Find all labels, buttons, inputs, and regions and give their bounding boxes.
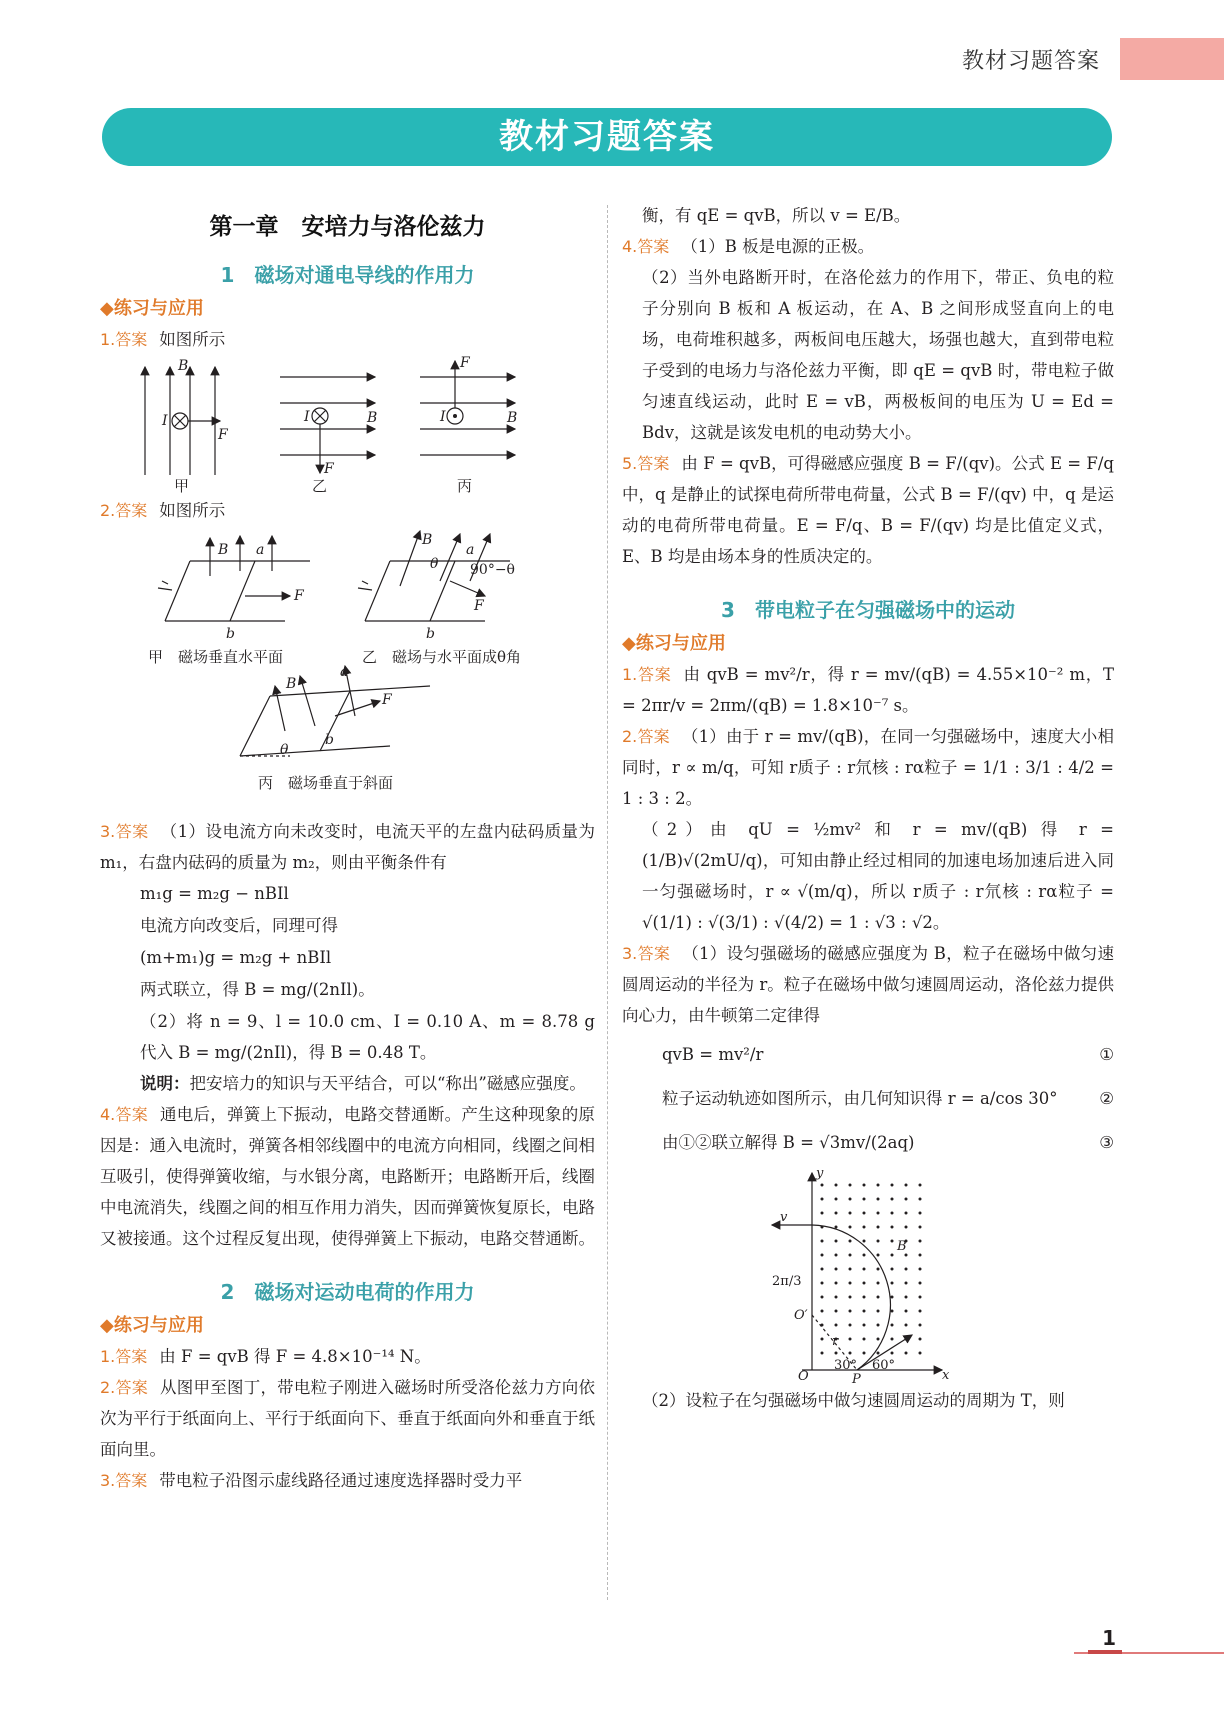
label-B: B [178, 358, 189, 374]
label-P: P [852, 1372, 861, 1385]
s2-q3: 3.答案 带电粒子沿图示虚线路径通过速度选择器时受力平 [100, 1471, 523, 1490]
field-dot [863, 1296, 866, 1299]
field-dot [891, 1324, 894, 1327]
page-footer-mark [1088, 1650, 1122, 1654]
s2-q4: 4.答案 （1）B 板是电源的正极。 [622, 237, 875, 256]
chapter-title: 第一章 安培力与洛伦兹力 [209, 214, 486, 240]
label-F: F [382, 692, 392, 708]
field-dot [877, 1282, 880, 1285]
field-dot [835, 1268, 838, 1271]
field-dot [863, 1240, 866, 1243]
field-dot [919, 1184, 922, 1187]
answer-label: 3.答案 [100, 822, 149, 841]
field-dot [821, 1226, 824, 1229]
field-dot [821, 1282, 824, 1285]
field-dot [919, 1352, 922, 1355]
caption-q2-bing: 丙 磁场垂直于斜面 [258, 774, 394, 792]
field-dot [835, 1212, 838, 1215]
label-B: B [218, 542, 229, 558]
figure-q2 [100, 526, 595, 816]
field-dot [877, 1254, 880, 1257]
caption-jia: 甲 [174, 477, 190, 495]
field-dot [891, 1240, 894, 1243]
field-dot [821, 1184, 824, 1187]
axis-y: y [816, 1166, 824, 1181]
label-a: a [256, 542, 265, 558]
label-B: B [507, 410, 518, 426]
page-number: 1 [1102, 1626, 1116, 1650]
field-dot [891, 1310, 894, 1313]
field-dot [821, 1254, 824, 1257]
field-dot [905, 1352, 908, 1355]
label-B: B [422, 532, 433, 548]
label-B: B [897, 1239, 907, 1254]
s2-q2: 2.答案 从图甲至图丁，带电粒子刚进入磁场时所受洛伦兹力方向依次为平行于纸面向上、平行于纸面向下、垂直于纸面向外和垂直于纸面向里。 [100, 1378, 595, 1459]
axis-x: x [942, 1368, 950, 1383]
field-dot [821, 1338, 824, 1341]
left-column [100, 200, 595, 1496]
answer-label: 2.答案 [100, 501, 148, 520]
field-dot [891, 1282, 894, 1285]
field-dot [835, 1184, 838, 1187]
field-dot [821, 1240, 824, 1243]
answer-label: 1.答案 [622, 665, 672, 684]
column-divider [607, 205, 608, 1600]
s3-q1: 1.答案 由 qvB = mv²/r，得 r = mv/(qB) = 4.55×10⁻² m，T = 2πr/v = 2πm/(qB) = 1.8×10⁻⁷ s。 [622, 665, 1114, 715]
field-dot [849, 1212, 852, 1215]
field-dot [849, 1352, 852, 1355]
field-dot [863, 1226, 866, 1229]
field-dot [863, 1282, 866, 1285]
equation-1: qvB = mv²/r ① [662, 1045, 1114, 1064]
field-dot [835, 1282, 838, 1285]
field-dot [863, 1184, 866, 1187]
q3-eq1: m₁g = m₂g − nBIl [140, 884, 289, 903]
field-dot [821, 1296, 824, 1299]
field-dot [863, 1198, 866, 1201]
label-B: B [367, 410, 378, 426]
field-dot [849, 1240, 852, 1243]
q3-text-b: 电流方向改变后，同理可得 [140, 916, 338, 935]
figure-trajectory [622, 1165, 1114, 1385]
field-dot [919, 1226, 922, 1229]
s3-q2-part2: （2）由 qU = ½mv² 和 r = mv/(qB) 得 r = (1/B)√(2mU/q)，可知由静止经过相同的加速电场加速后进入同一匀强磁场时，r ∝ √(m/q)，所以 r质子 : r氘核 : rα粒子 = √(1/1) : √(3/1) : √(4/2) = 1 : √3 : √2。 [642, 820, 1114, 932]
answer-label: 2.答案 [622, 727, 670, 746]
s1-q3: 3.答案 （1）设电流方向未改变时，电流天平的左盘内砝码质量为 m₁，右盘内砝码的质量为 m₂，则由平衡条件有 [100, 822, 595, 872]
q3-text-c: 两式联立，得 B = mg/(2nIl)。 [140, 980, 375, 999]
label-a: a [340, 664, 349, 680]
field-dot [821, 1268, 824, 1271]
field-dot [835, 1240, 838, 1243]
field-dot [919, 1296, 922, 1299]
field-dot [821, 1352, 824, 1355]
field-dot [877, 1324, 880, 1327]
q3-eq2: (m+m₁)g = m₂g + nBIl [140, 948, 332, 967]
field-dot [905, 1324, 908, 1327]
field-dot [877, 1352, 880, 1355]
field-dot [891, 1268, 894, 1271]
label-theta: θ [430, 556, 439, 572]
field-dot [849, 1296, 852, 1299]
s2-q5: 5.答案 由 F = qvB，可得磁感应强度 B = F/(qv)。公式 E = F/q 中，q 是静止的试探电荷所带电荷量，公式 B = F/(qv) 中，q 是运动的电荷所带电荷量。E = F/q、B = F/(qv) 均是比值定义式，E、B 均是由场本身的性质决定的。 [622, 454, 1114, 566]
field-dot [863, 1310, 866, 1313]
field-dot [849, 1310, 852, 1313]
s1-q2: 2.答案 如图所示 [100, 501, 226, 520]
answer-label: 4.答案 [622, 237, 670, 256]
field-dot [891, 1226, 894, 1229]
field-dot [863, 1324, 866, 1327]
field-dot [877, 1184, 880, 1187]
field-dot [835, 1198, 838, 1201]
note: 说明：把安培力的知识与天平结合，可以“称出”磁感应强度。 [140, 1074, 586, 1093]
label-90-theta: 90°−θ [470, 562, 515, 578]
field-dot [919, 1212, 922, 1215]
header-title: 教材习题答案 [961, 49, 1100, 74]
field-dot [849, 1184, 852, 1187]
field-dot [891, 1212, 894, 1215]
q3-text-d: （2）将 n = 9、l = 10.0 cm、I = 0.10 A、m = 8.78 g 代入 B = mg/(2nIl)，得 B = 0.48 T。 [140, 1012, 595, 1062]
field-dot [877, 1198, 880, 1201]
field-dot [835, 1352, 838, 1355]
note-label: 说明： [140, 1074, 190, 1093]
field-dot [919, 1310, 922, 1313]
field-dot [835, 1254, 838, 1257]
section-3-title: 3 带电粒子在匀强磁场中的运动 [721, 598, 1015, 622]
right-column [622, 200, 1114, 1416]
equation-3: 由①②联立解得 B = √3mv/(2aq) ③ [662, 1133, 1114, 1152]
label-F: F [294, 588, 304, 604]
field-dot [821, 1198, 824, 1201]
label-O: O [798, 1369, 809, 1384]
field-dot [919, 1198, 922, 1201]
field-dot [919, 1254, 922, 1257]
label-F: F [474, 598, 484, 614]
field-dot [905, 1184, 908, 1187]
label-b: b [426, 626, 435, 642]
equation-2: 粒子运动轨迹如图所示，由几何知识得 r = a/cos 30° ② [662, 1089, 1114, 1108]
field-dot [891, 1338, 894, 1341]
answer-label: 3.答案 [100, 1471, 148, 1490]
field-dot [905, 1310, 908, 1313]
field-dot [905, 1282, 908, 1285]
label-F: F [460, 355, 470, 371]
field-dot [891, 1198, 894, 1201]
field-dot [891, 1296, 894, 1299]
header-accent-bar [1120, 38, 1224, 80]
s3-q3-part2: （2）设粒子在匀强磁场中做匀速圆周运动的周期为 T，则 [642, 1391, 1065, 1410]
label-30: 30° [834, 1358, 858, 1373]
s2-q4-part2: （2）当外电路断开时，在洛伦兹力的作用下，带正、负电的粒子分别向 B 板和 A 板运动，在 A、B 之间形成竖直向上的电场，电荷堆积越多，两板间电压越大，场强也越大，直到带电粒子受到的电场力与洛伦兹力平衡，即 qE = qvB 时，带电粒子做匀速直线运动，此时 E = vB，两极板间的电压为 U = Ed = Bdv，这就是该发电机的电动势大小。 [642, 268, 1114, 442]
s3-q3: 3.答案 （1）设匀强磁场的磁感应强度为 B，粒子在磁场中做匀速圆周运动的半径为 r。粒子在磁场中做匀速圆周运动，洛伦兹力提供向心力，由牛顿第二定律得 [622, 944, 1114, 1025]
field-dot [877, 1296, 880, 1299]
s3-q2: 2.答案 （1）由于 r = mv/(qB)，在同一匀强磁场中，速度大小相同时，r ∝ m/q，可知 r质子 : r氘核 : rα粒子 = 1/1 : 3/1 : 4/2 = 1 : 3 : 2。 [622, 727, 1114, 808]
label-F: F [218, 427, 228, 443]
answer-label: 1.答案 [100, 1347, 148, 1366]
field-dot [919, 1324, 922, 1327]
field-dot [919, 1282, 922, 1285]
label-60: 60° [872, 1358, 896, 1373]
field-dot [835, 1324, 838, 1327]
field-dot [863, 1352, 866, 1355]
practice-heading: ◆练习与应用 [100, 1315, 204, 1336]
label-F: F [324, 461, 334, 477]
field-dot [905, 1212, 908, 1215]
label-a: a [466, 542, 475, 558]
field-dot [863, 1212, 866, 1215]
figure-q1 [100, 355, 595, 495]
caption-yi: 乙 [312, 477, 328, 495]
field-dot [877, 1268, 880, 1271]
field-dot [849, 1268, 852, 1271]
practice-heading: ◆练习与应用 [100, 298, 204, 319]
field-dot [877, 1240, 880, 1243]
label-b: b [226, 626, 235, 642]
banner-title: 教材习题答案 [499, 117, 715, 157]
s1-q1: 1.答案 如图所示 [100, 330, 226, 349]
field-dot [919, 1268, 922, 1271]
field-dot [835, 1296, 838, 1299]
answer-label: 5.答案 [622, 454, 670, 473]
field-dot [849, 1198, 852, 1201]
field-dot [891, 1352, 894, 1355]
answer-label: 2.答案 [100, 1378, 148, 1397]
field-dot [821, 1212, 824, 1215]
caption-bing: 丙 [457, 477, 473, 495]
label-B: B [286, 676, 297, 692]
caption-q2-yi: 乙 磁场与水平面成θ角 [362, 648, 522, 666]
field-dot [849, 1338, 852, 1341]
label-theta: θ [280, 742, 289, 758]
s2-q3-continued: 衡，有 qE = qvB，所以 v = E/B。 [642, 206, 911, 225]
field-dot [905, 1198, 908, 1201]
field-dot [821, 1324, 824, 1327]
field-dot [835, 1310, 838, 1313]
label-angle: 2π/3 [772, 1274, 802, 1289]
field-dot [849, 1254, 852, 1257]
field-dot [849, 1324, 852, 1327]
field-dot [891, 1184, 894, 1187]
section-1-title: 1 磁场对通电导线的作用力 [220, 263, 475, 287]
s2-q1: 1.答案 由 F = qvB 得 F = 4.8×10⁻¹⁴ N。 [100, 1347, 431, 1366]
caption-q2-jia: 甲 磁场垂直水平面 [148, 648, 284, 666]
field-dot [849, 1226, 852, 1229]
field-dot [835, 1226, 838, 1229]
field-dot [877, 1212, 880, 1215]
field-dot [905, 1226, 908, 1229]
label-I: I [162, 413, 168, 429]
answer-label: 4.答案 [100, 1105, 148, 1124]
practice-heading: ◆练习与应用 [622, 633, 726, 654]
field-dot [905, 1268, 908, 1271]
answer-label: 3.答案 [622, 944, 671, 963]
field-dot [877, 1310, 880, 1313]
section-2-title: 2 磁场对运动电荷的作用力 [220, 1280, 475, 1304]
field-dot [891, 1254, 894, 1257]
field-dot [849, 1282, 852, 1285]
field-dot [919, 1240, 922, 1243]
field-dot [919, 1338, 922, 1341]
label-b: b [325, 732, 334, 748]
banner [102, 108, 1112, 166]
field-dot [821, 1310, 824, 1313]
s1-q4: 4.答案 通电后，弹簧上下振动，电路交替通断。产生这种现象的原因是：通入电流时，弹簧各相邻线圈中的电流方向相同，线圈之间相互吸引，使得弹簧收缩，与水银分离，电路断开；电路断开后，线圈中电流消失，线圈之间的相互作用力消失，因而弹簧恢复原长，电路又被接通。这个过程反复出现，使得弹簧上下振动，电路交替通断。 [100, 1105, 595, 1248]
field-dot [905, 1338, 908, 1341]
label-r: r [832, 1334, 839, 1349]
field-dot [863, 1254, 866, 1257]
field-dot [877, 1338, 880, 1341]
field-dot [863, 1338, 866, 1341]
label-v: v [780, 1210, 788, 1225]
field-dot [905, 1296, 908, 1299]
label-I: I [440, 409, 446, 425]
label-I: I [304, 409, 310, 425]
field-dot [863, 1268, 866, 1271]
field-dot [877, 1226, 880, 1229]
answer-label: 1.答案 [100, 330, 148, 349]
label-Oprime: O′ [794, 1308, 808, 1323]
